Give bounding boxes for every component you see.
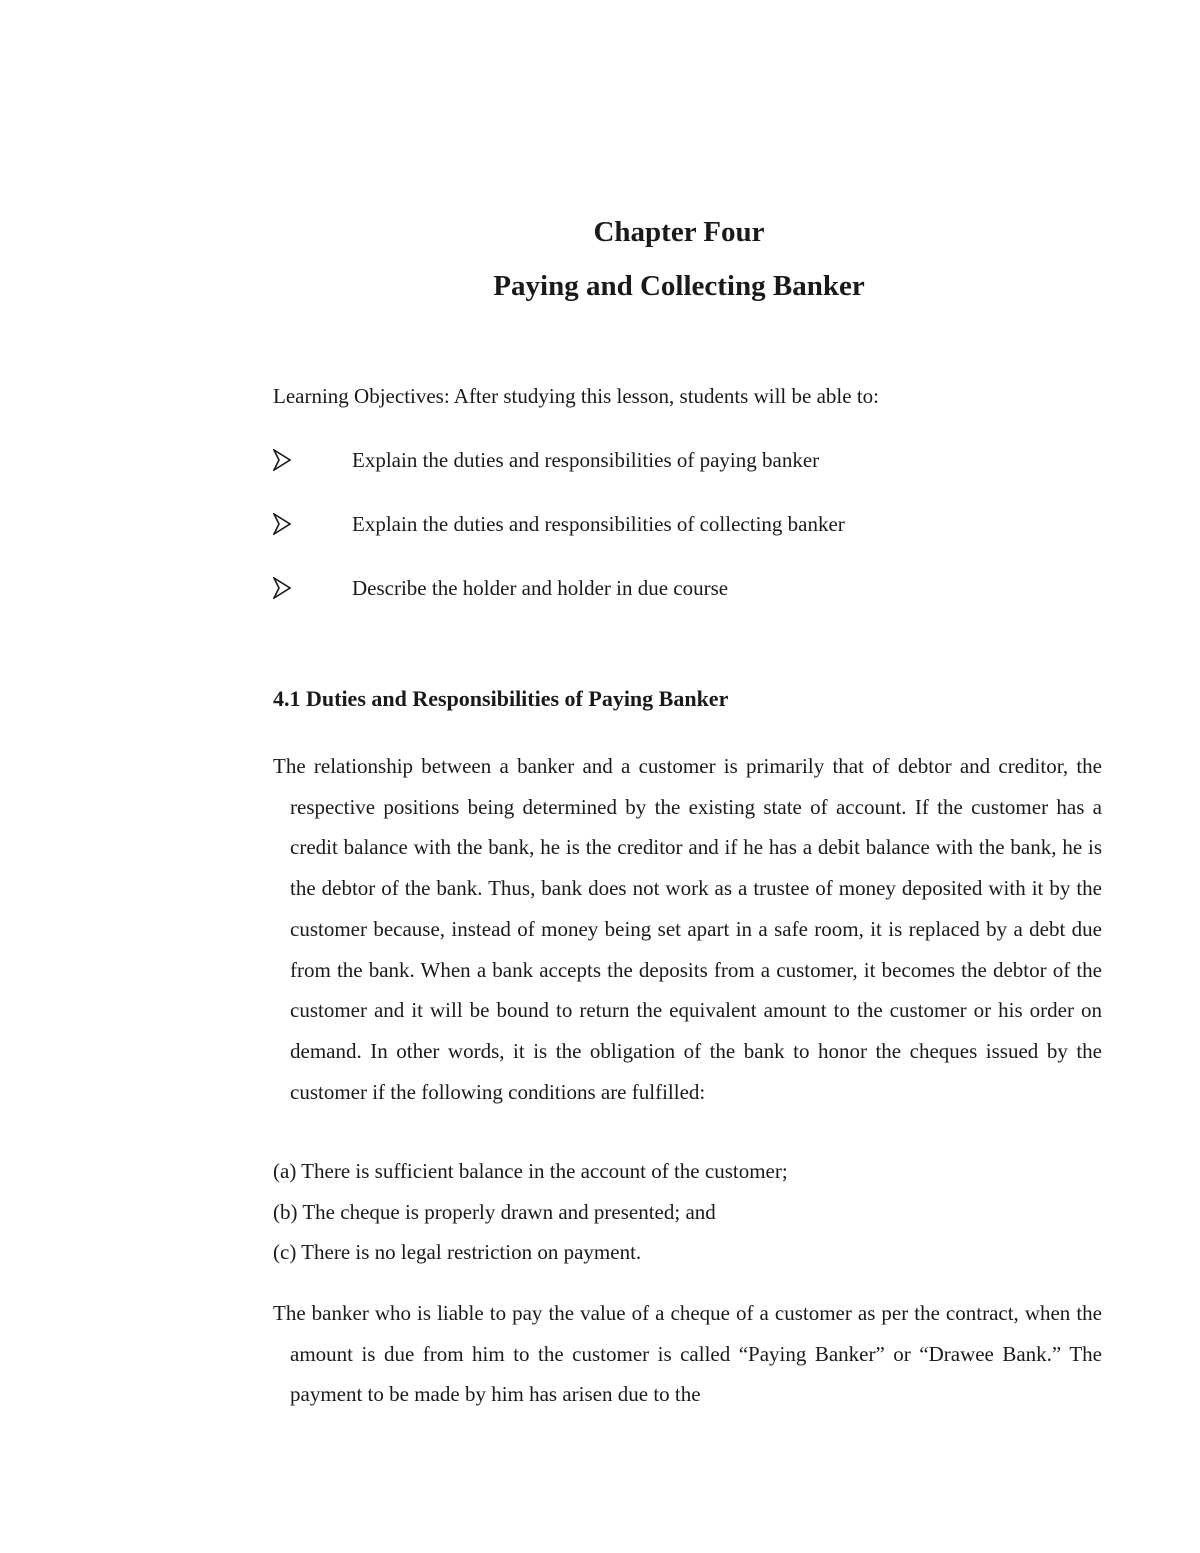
arrowhead-bullet-icon xyxy=(273,513,291,535)
chapter-number: Chapter Four xyxy=(593,216,765,248)
objective-text: Explain the duties and responsibilities of collecting banker xyxy=(352,512,845,536)
list-item: (b) The cheque is properly drawn and presented; and xyxy=(273,1199,716,1224)
objective-text: Describe the holder and holder in due course xyxy=(352,576,729,600)
body-paragraph: The banker who is liable to pay the value of a cheque of a customer as per the contract, when the amount is due from him to the customer is called “Paying Banker” or “Drawee Bank.” The payment to be made by him has arisen due to the xyxy=(273,1301,1102,1407)
list-item: (a) There is sufficient balance in the account of the customer; xyxy=(273,1159,788,1183)
learning-objectives-intro: Learning Objectives: After studying this lesson, students will be able to: xyxy=(273,384,879,408)
section-heading: 4.1 Duties and Responsibilities of Paying Banker xyxy=(273,686,729,711)
objective-text: Explain the duties and responsibilities of paying banker xyxy=(352,448,820,472)
arrowhead-bullet-icon xyxy=(273,449,291,471)
body-paragraph: The relationship between a banker and a customer is primarily that of debtor and creditor, the respective positions being determined by the existing state of account. If the customer has a credit balance with the bank, he is the creditor and if he has a debit balance with the bank, he is the debtor of the bank. Thus, bank does not work as a trustee of money deposited with it by the customer because, instead of money being set apart in a safe room, it is replaced by a debt due from the bank. When a bank accepts the deposits from a customer, it becomes the debtor of the customer and it will be bound to return the equivalent amount to the customer or his order on demand. In other words, it is the obligation of the bank to honor the cheques issued by the customer if the following conditions are fulfilled: xyxy=(273,754,1102,1104)
list-item: (c) There is no legal restriction on payment. xyxy=(273,1240,642,1265)
arrowhead-bullet-icon xyxy=(273,577,291,599)
chapter-title: Paying and Collecting Banker xyxy=(493,270,865,302)
conditions-list xyxy=(273,1151,788,1273)
